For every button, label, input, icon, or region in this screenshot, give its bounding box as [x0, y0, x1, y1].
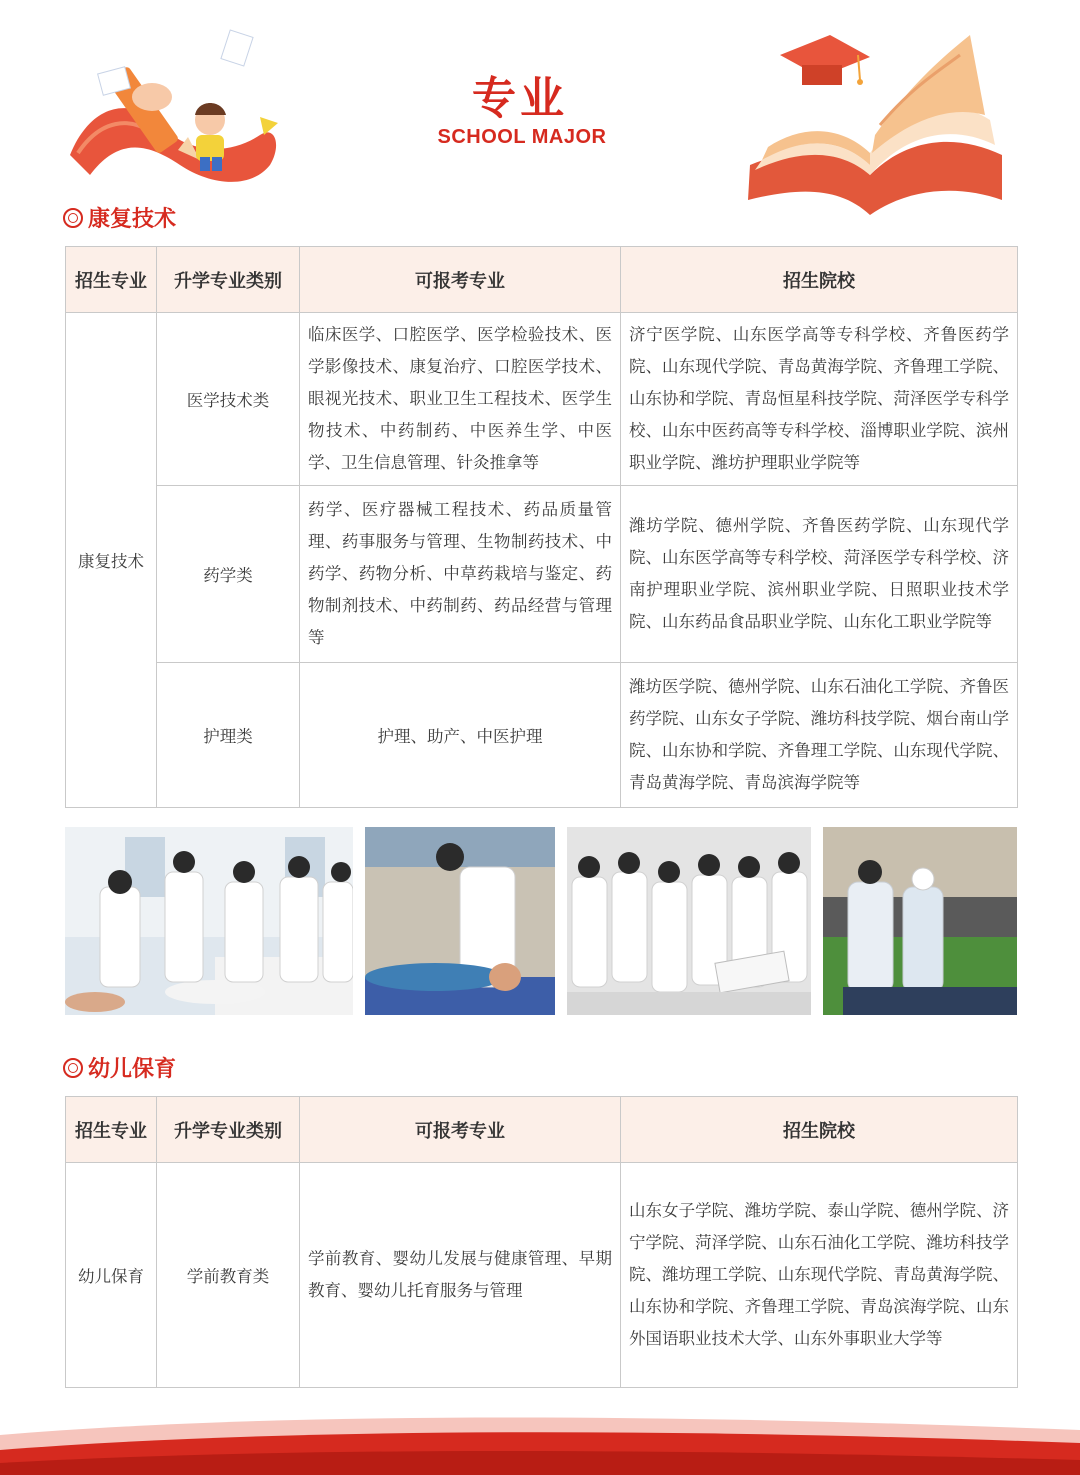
circle-bullet-icon — [63, 208, 83, 228]
column-header: 升学专业类别 — [157, 247, 300, 313]
category-cell: 医学技术类 — [157, 313, 300, 486]
schools-cell: 济宁医学院、山东医学高等专科学校、齐鲁医药学院、山东现代学院、青岛黄海学院、齐鲁理工学院、山东协和学院、青岛恒星科技学院、菏泽医学专科学校、山东中医药高等专科学校、淄博职业学院、滨州职业学院、潍坊护理职业学院等 — [621, 313, 1018, 486]
enrollment-major-cell: 康复技术 — [66, 313, 157, 808]
open-book-graduation-cap-illustration — [740, 25, 1010, 220]
section-heading-text: 康复技术 — [88, 207, 177, 232]
eligible-majors-cell: 学前教育、婴幼儿发展与健康管理、早期教育、婴幼儿托育服务与管理 — [300, 1163, 621, 1388]
column-header: 招生专业 — [66, 1097, 157, 1163]
column-header: 可报考专业 — [300, 1097, 621, 1163]
column-header: 升学专业类别 — [157, 1097, 300, 1163]
table-row — [66, 486, 1018, 663]
table-row — [66, 1163, 1018, 1388]
nursing-practice-outdoor-photo — [823, 827, 1017, 1015]
column-header: 招生专业 — [66, 247, 157, 313]
category-cell: 药学类 — [157, 486, 300, 663]
category-cell: 学前教育类 — [157, 1163, 300, 1388]
medical-students-group-photo — [567, 827, 811, 1015]
section-heading-rehab — [63, 202, 176, 233]
schools-cell: 山东女子学院、潍坊学院、泰山学院、德州学院、济宁学院、菏泽学院、山东石油化工学院、潍坊科技学院、潍坊理工学院、山东现代学院、青岛黄海学院、山东协和学院、齐鲁理工学院、青岛滨海学院、山东外国语职业技术大学、山东外事职业大学等 — [621, 1163, 1018, 1388]
schools-cell: 潍坊学院、德州学院、齐鲁医药学院、山东现代学院、山东医学高等专科学校、菏泽医学专科学校、济南护理职业学院、滨州职业学院、日照职业技术学院、山东药品食品职业学院、山东化工职业学院等 — [621, 486, 1018, 663]
column-header: 招生院校 — [621, 247, 1018, 313]
schools-cell: 潍坊医学院、德州学院、山东石油化工学院、齐鲁医药学院、山东女子学院、潍坊科技学院、烟台南山学院、山东协和学院、齐鲁理工学院、山东现代学院、青岛黄海学院、青岛滨海学院等 — [621, 663, 1018, 808]
section-heading-text: 幼儿保育 — [88, 1057, 177, 1082]
column-header: 招生院校 — [621, 1097, 1018, 1163]
page-title: 专业 — [472, 73, 568, 124]
page-subtitle: SCHOOL MAJOR — [437, 126, 607, 148]
section-heading-childcare — [63, 1052, 176, 1083]
column-header: 可报考专业 — [300, 247, 621, 313]
student-riding-pencil-illustration — [60, 25, 290, 195]
table-row — [66, 313, 1018, 486]
circle-bullet-icon — [63, 1058, 83, 1078]
eligible-majors-cell: 临床医学、口腔医学、医学检验技术、医学影像技术、康复治疗、口腔医学技术、眼视光技术、职业卫生工程技术、医学生物技术、中药制药、中医养生学、中医学、卫生信息管理、针灸推拿等 — [300, 313, 621, 486]
category-cell: 护理类 — [157, 663, 300, 808]
rehab-majors-table — [65, 246, 1018, 808]
bottom-wave-decoration — [0, 1405, 1080, 1475]
table-header-row — [66, 1097, 1018, 1163]
childcare-majors-table — [65, 1096, 1018, 1388]
eligible-majors-cell: 护理、助产、中医护理 — [300, 663, 621, 808]
eligible-majors-cell: 药学、医疗器械工程技术、药品质量管理、药事服务与管理、生物制药技术、中药学、药物分析、中草药栽培与鉴定、药物制剂技术、中药制药、药品经营与管理等 — [300, 486, 621, 663]
enrollment-major-cell: 幼儿保育 — [66, 1163, 157, 1388]
cpr-demonstration-outdoor-photo — [365, 827, 555, 1015]
table-header-row — [66, 247, 1018, 313]
table-row — [66, 663, 1018, 808]
cpr-training-classroom-photo — [65, 827, 353, 1015]
